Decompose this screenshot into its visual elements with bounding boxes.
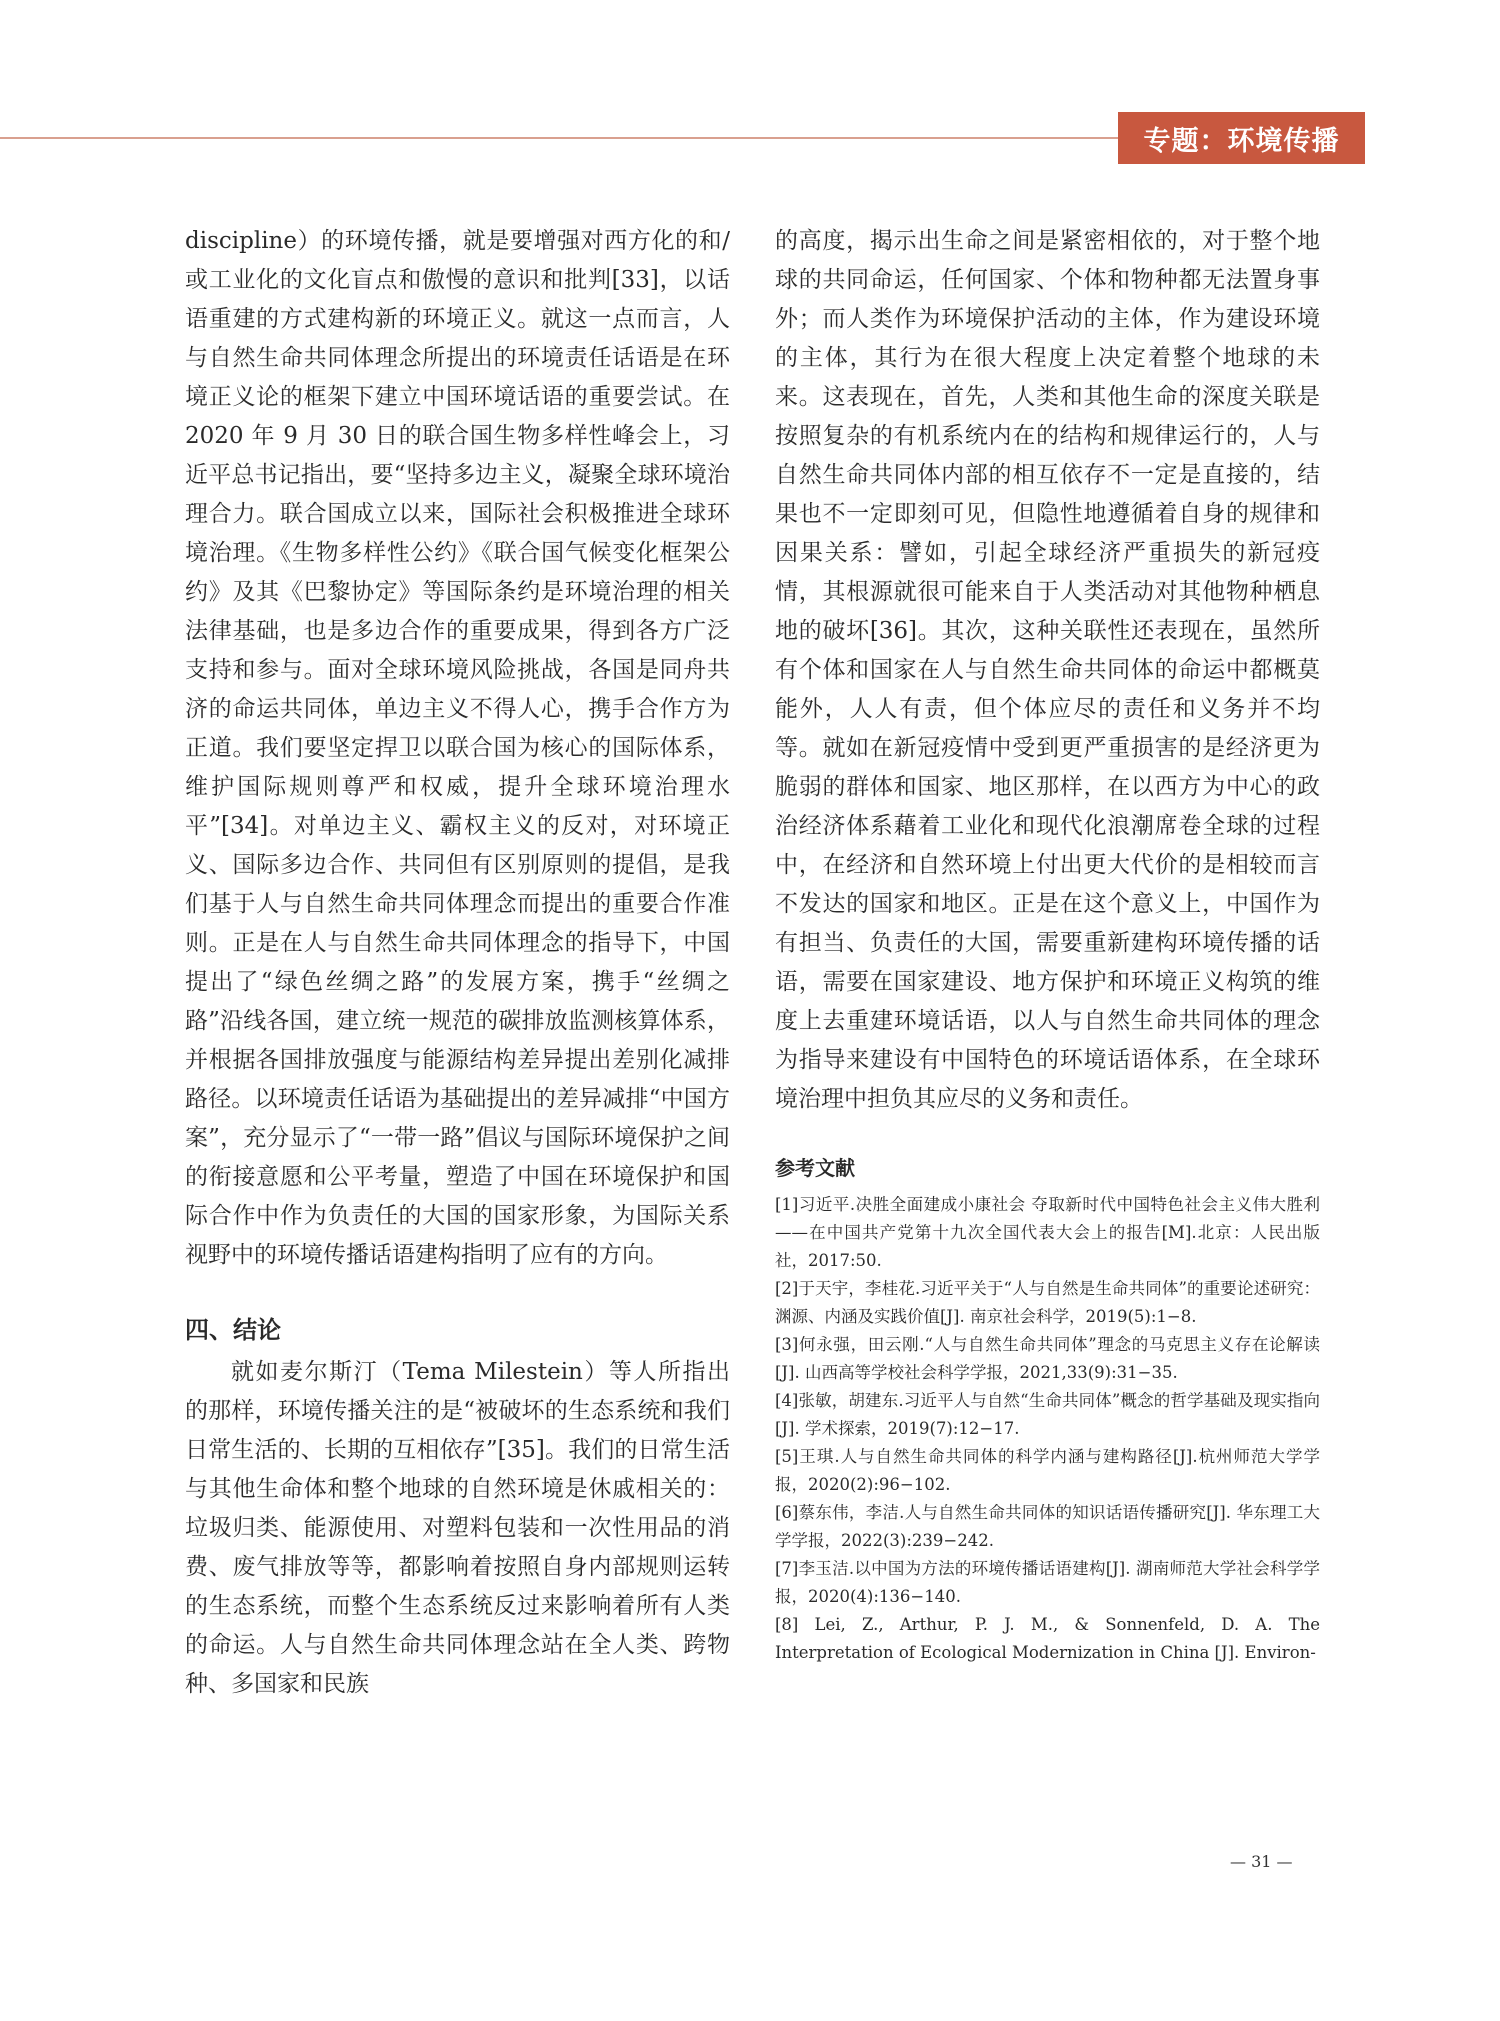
reference-item: [7]李玉洁.以中国为方法的环境传播话语建构[J]. 湖南师范大学社会科学学报，2020(4):136−140. [775, 1559, 1320, 1606]
right-column [775, 222, 1320, 1667]
reference-item: [5]王琪.人与自然生命共同体的科学内涵与建构路径[J].杭州师范大学学报，2020(2):96−102. [775, 1447, 1320, 1494]
references-list [775, 1191, 1320, 1667]
section-heading: 四、结论 [185, 1316, 281, 1344]
page-number: — 31 — [1230, 1852, 1293, 1871]
reference-item: [8] Lei, Z., Arthur, P. J. M., & Sonnenfeld, D. A. The Interpretation of Ecological Modernization in China [J]. Environ- [775, 1615, 1320, 1662]
reference-item: [4]张敏，胡建东.习近平人与自然“生命共同体”概念的哲学基础及现实指向[J]. 学术探索，2019(7):12−17. [775, 1391, 1320, 1438]
body-paragraph: discipline）的环境传播，就是要增强对西方化的和/或工业化的文化盲点和傲慢的意识和批判[33]，以话语重建的方式建构新的环境正义。就这一点而言，人与自然生命共同体理念所提出的环境责任话语是在环境正义论的框架下建立中国环境话语的重要尝试。在 2020 年 9 月 30 日的联合国生物多样性峰会上，习近平总书记指出，要“坚持多边主义，凝聚全球环境治理合力。联合国成立以来，国际社会积极推进全球环境治理。《生物多样性公约》《联合国气候变化框架公约》及其《巴黎协定》等国际条约是环境治理的相关法律基础，也是多边合作的重要成果，得到各方广泛支持和参与。面对全球环境风险挑战，各国是同舟共济的命运共同体，单边主义不得人心，携手合作方为正道。我们要坚定捍卫以联合国为核心的国际体系，维护国际规则尊严和权威，提升全球环境治理水平”[34]。对单边主义、霸权主义的反对，对环境正义、国际多边合作、共同但有区别原则的提倡，是我们基于人与自然生命共同体理念而提出的重要合作准则。正是在人与自然生命共同体理念的指导下，中国提出了“绿色丝绸之路”的发展方案，携手“丝绸之路”沿线各国，建立统一规范的碳排放监测核算体系，并根据各国排放强度与能源结构差异提出差别化减排路径。以环境责任话语为基础提出的差异减排“中国方案”，充分显示了“一带一路”倡议与国际环境保护之间的衔接意愿和公平考量，塑造了中国在环境保护和国际合作中作为负责任的大国的国家形象，为国际关系视野中的环境传播话语建构指明了应有的方向。 [185, 228, 730, 1268]
reference-item: [2]于天宇，李桂花.习近平关于“人与自然是生命共同体”的重要论述研究：渊源、内涵及实践价值[J]. 南京社会科学，2019(5):1−8. [775, 1279, 1320, 1326]
reference-item: [6]蔡东伟，李洁.人与自然生命共同体的知识话语传播研究[J]. 华东理工大学学报，2022(3):239−242. [775, 1503, 1320, 1550]
reference-item: [3]何永强，田云刚.“人与自然生命共同体”理念的马克思主义存在论解读[J]. 山西高等学校社会科学学报，2021,33(9):31−35. [775, 1335, 1320, 1382]
references-heading: 参考文献 [775, 1156, 855, 1180]
reference-item: [1]习近平.决胜全面建成小康社会 夺取新时代中国特色社会主义伟大胜利——在中国共产党第十九次全国代表大会上的报告[M].北京：人民出版社，2017:50. [775, 1195, 1320, 1270]
body-paragraph: 就如麦尔斯汀（Tema Milestein）等人所指出的那样，环境传播关注的是“被破坏的生态系统和我们日常生活的、长期的互相依存”[35]。我们的日常生活与其他生命体和整个地球的自然环境是休戚相关的：垃圾归类、能源使用、对塑料包装和一次性用品的消费、废气排放等等，都影响着按照自身内部规则运转的生态系统，而整个生态系统反过来影响着所有人类的命运。人与自然生命共同体理念站在全人类、跨物种、多国家和民族 [185, 1359, 730, 1697]
left-column [185, 222, 730, 1704]
header-rule [0, 137, 1118, 139]
body-paragraph: 的高度，揭示出生命之间是紧密相依的，对于整个地球的共同命运，任何国家、个体和物种都无法置身事外；而人类作为环境保护活动的主体，作为建设环境的主体，其行为在很大程度上决定着整个地球的未来。这表现在，首先，人类和其他生命的深度关联是按照复杂的有机系统内在的结构和规律运行的，人与自然生命共同体内部的相互依存不一定是直接的，结果也不一定即刻可见，但隐性地遵循着自身的规律和因果关系：譬如，引起全球经济严重损失的新冠疫情，其根源就很可能来自于人类活动对其他物种栖息地的破坏[36]。其次，这种关联性还表现在，虽然所有个体和国家在人与自然生命共同体的命运中都概莫能外，人人有责，但个体应尽的责任和义务并不均等。就如在新冠疫情中受到更严重损害的是经济更为脆弱的群体和国家、地区那样，在以西方为中心的政治经济体系藉着工业化和现代化浪潮席卷全球的过程中，在经济和自然环境上付出更大代价的是相较而言不发达的国家和地区。正是在这个意义上，中国作为有担当、负责任的大国，需要重新建构环境传播的话语，需要在国家建设、地方保护和环境正义构筑的维度上去重建环境话语，以人与自然生命共同体的理念为指导来建设有中国特色的环境话语体系，在全球环境治理中担负其应尽的义务和责任。 [775, 228, 1320, 1112]
section-tab: 专题：环境传播 [1118, 112, 1365, 164]
